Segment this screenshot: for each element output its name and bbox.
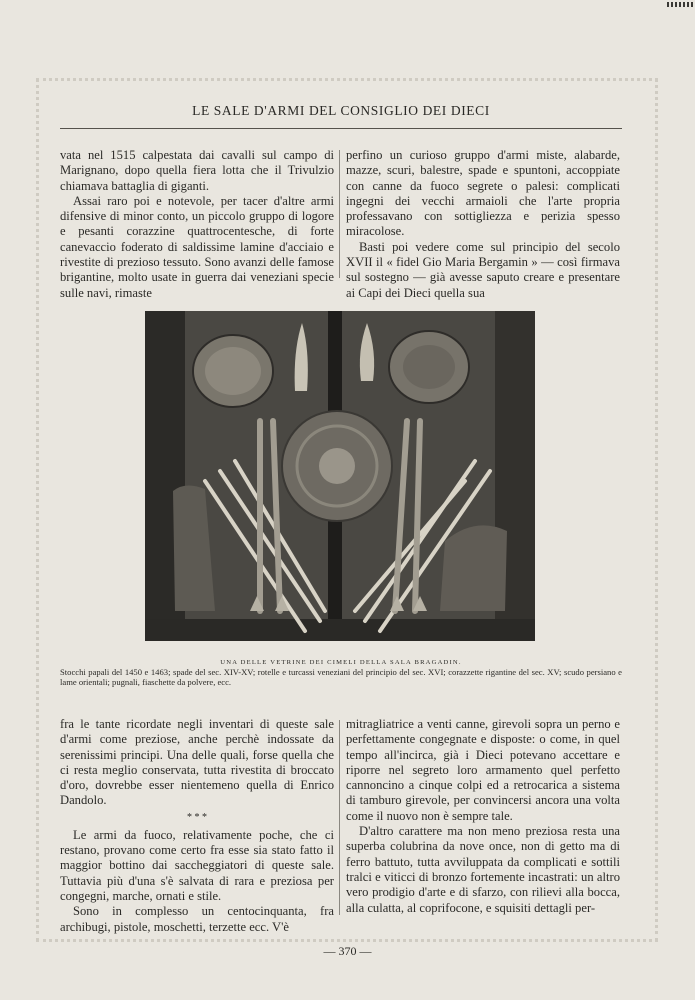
figure-caption-title: UNA DELLE VETRINE DEI CIMELI DELLA SALA BRAGADIN.: [220, 659, 462, 666]
bottom-right-column: [346, 717, 620, 916]
paragraph: perfino un curioso gruppo d'armi miste, alabarde, mazze, scuri, balestre, spade e spuntoni, accoppiate con canne da fuoco segrete o palesi: complicati ingegni dei vecchi armaioli che l'arte propria professavano con sottigliezza e perizia spesso miracolose.: [346, 148, 620, 239]
page-number: — 370 —: [323, 944, 372, 958]
paragraph: Basti poi vedere come sul principio del secolo XVII il « fidel Gio Maria Bergamin » — così firmava sul sostegno — già avesse saputo creare e presentare ai Capi dei Dieci quella sua: [346, 239, 620, 300]
header-rule: [60, 128, 622, 129]
bottom-left-column: [60, 717, 334, 935]
top-right-column: [346, 148, 620, 301]
paragraph: D'altro carattere ma non meno preziosa resta una superba colubrina da nove once, non di getto ma di ferro battuto, tutta avviluppata da complicati e sottili tralci e viticci di bronzo fortemente incastrati: un altro vero prodigio d'arte e di sfarzo, con rilievi alla bocca, alla culatta, al coprifocone, e squisiti dettagli per-: [346, 824, 620, 915]
paragraph: Sono in complesso un centocinquanta, fra archibugi, pistole, moschetti, terzette ecc. V'è: [60, 904, 334, 934]
column-rule: [339, 150, 340, 278]
figure-caption: Stocchi papali del 1450 e 1463; spade del sec. XIV-XV; rotelle e turcassi veneziani del principio del sec. XVI; corazzette rigantine del sec. XV; scudo persiano e lame orientali; pugnali, fiaschette da polvere, ecc.: [60, 667, 622, 688]
top-left-column: [60, 148, 334, 301]
asterism: * * *: [187, 811, 207, 823]
weapons-illustration: [145, 311, 535, 641]
paragraph: vata nel 1515 calpestata dai cavalli sul campo di Marignano, dopo quella fiera lotta che il Trivulzio chiamava battaglia di giganti.: [60, 148, 334, 193]
display-case-photo: [145, 311, 535, 641]
paragraph: Assai raro poi e notevole, per tacer d'altre armi difensive di minor conto, un piccolo gruppo di logore e pesanti corazzine quattrocentesche, di forte canevaccio foderato di saldissime lamine d'acciaio e rivestite di prezioso tessuto. Sono avanzi delle famose brigantine, molto usate in guerra dai veneziani specie sulle navi, rimaste: [60, 193, 334, 300]
paragraph: Le armi da fuoco, relativamente poche, che ci restano, provano come certo fra esse sia stato fatto il maggior bottino dai saccheggiatori di queste sale. Tuttavia più d'una s'è salvata di rara e preziosa per congegni, marche, ornati e stile.: [60, 827, 334, 903]
column-rule: [339, 720, 340, 915]
paragraph: mitragliatrice a venti canne, girevoli sopra un perno e perfettamente congegnate e disposte: o come, in quel tempo all'incirca, già i Dieci potevano accettare e riporre nel segreto loro armamento quel perfetto cannoncino a cinque colpi ed a retrocarica a sistema di tamburo girevole, per convincersi ancora una volta come il nuovo non è sempre tale.: [346, 717, 620, 823]
running-head: LE SALE D'ARMI DEL CONSIGLIO DEI DIECI: [192, 103, 490, 118]
paragraph: fra le tante ricordate negli inventari di queste sale d'armi come preziose, anche perchè indossate da serenissimi principi. Una delle quali, forse quella che ci resta meglio conservata, tutta rivestita di broccato d'oro, dovrebbe esser nientemeno quella di Enrico Dandolo.: [60, 717, 334, 808]
corner-mark: [667, 2, 695, 7]
